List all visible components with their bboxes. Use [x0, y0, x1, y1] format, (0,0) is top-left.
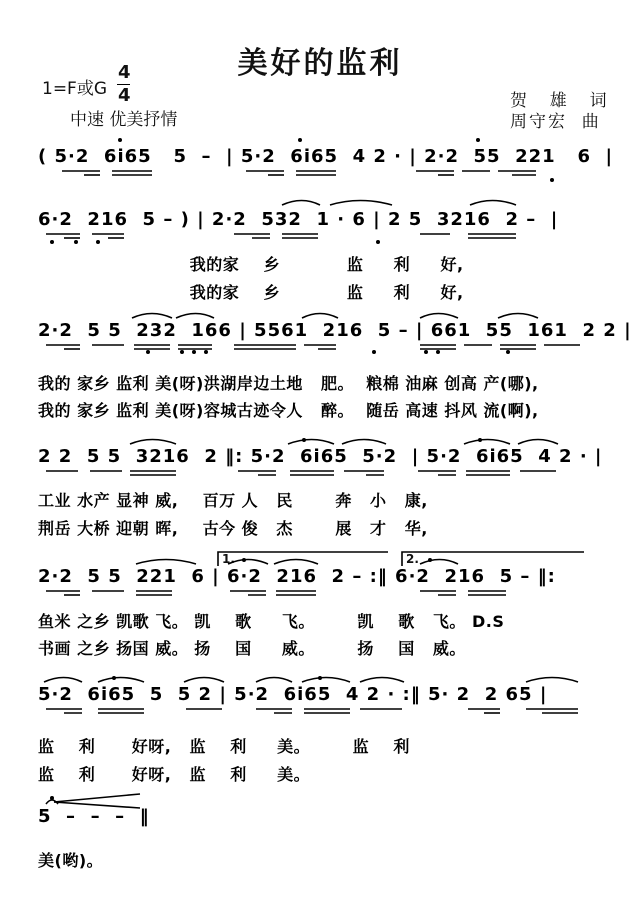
score-line-4-lyrics-verse-2: 荆岳 大桥 迎朝 晖, 古今 俊 杰 展 才 华,	[38, 519, 428, 538]
score-line-4-notes: 2 2 5 5 3216 2 ‖: 5·2 6i65 5·2 | 5·2 6i65 4 2 · |	[38, 446, 603, 467]
score-line-4-lyrics-verse-1: 工业 水产 显神 威, 百万 人 民 奔 小 康,	[38, 491, 428, 510]
volta-1-label: 1.	[222, 552, 235, 566]
score-line-5-lyrics-verse-2: 书画 之乡 扬国 威。 扬 国 威。 扬 国 威。	[38, 639, 466, 658]
score-line-5-notes: 2·2 5 5 221 6 | 6·2 216 2 – :‖ 6·2 216 5 – ‖:	[38, 566, 556, 587]
score-line-2-notes: 6·2 216 5 – ) | 2·2 532 1 · 6 | 2 5 3216 2 – |	[38, 209, 559, 230]
score-line-3-lyrics-verse-2: 我的 家乡 监利 美(呀)容城古迹令人 醉。 随岳 高速 抖风 流(啊),	[38, 401, 539, 420]
song-title: 美好的监利	[237, 46, 403, 81]
score-line-7-lyrics: 美(哟)。	[38, 851, 104, 870]
score-line-2-lyrics-verse-2: 我的家 乡 监 利 好,	[38, 283, 464, 302]
score-line-2-lyrics-verse-1: 我的家 乡 监 利 好,	[38, 255, 464, 274]
time-signature-bottom: 4	[118, 85, 131, 106]
score-line-3-lyrics-verse-1: 我的 家乡 监利 美(呀)洪湖岸边土地 肥。 粮棉 油麻 创高 产(哪),	[38, 374, 539, 393]
score-line-5-lyrics-verse-1: 鱼米 之乡 凯歌 飞。 凯 歌 飞。 凯 歌 飞。 D.S	[38, 612, 505, 631]
tempo-marking: 中速 优美抒情	[70, 110, 178, 130]
score-line-6-notes: 5·2 6i65 5 5 2 | 5·2 6i65 4 2 · :‖ 5· 2 2 65 |	[38, 684, 548, 705]
composer-credit: 周守宏 曲	[510, 112, 601, 132]
volta-2-label: 2.	[406, 552, 419, 566]
score-line-7-notes: 5 – – – ‖	[38, 806, 150, 827]
lyricist-credit: 贺 雄 词	[510, 91, 611, 111]
score-line-1-notes: ( 5·2 6i65 5 – | 5·2 6i65 4 2 · | 2·2 55 221 6 |	[38, 146, 614, 167]
time-signature-top: 4	[118, 62, 131, 83]
score-line-6-lyrics-verse-1: 监 利 好呀, 监 利 美。 监 利	[38, 737, 410, 756]
score-line-6-lyrics-verse-2: 监 利 好呀, 监 利 美。	[38, 765, 311, 784]
key-signature: 1=F或G	[42, 79, 108, 99]
score-line-3-notes: 2·2 5 5 232 166 | 5561 216 5 – | 661 55 161 2 2 |	[38, 320, 632, 341]
